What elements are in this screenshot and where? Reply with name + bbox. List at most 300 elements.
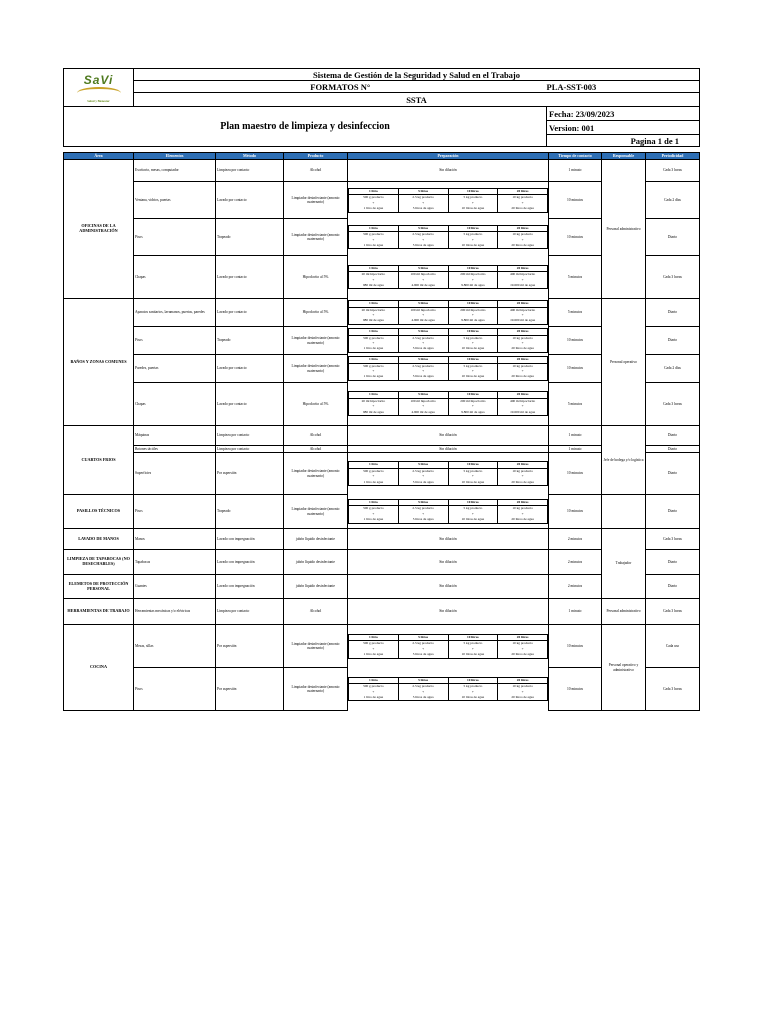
dilution-plus: + bbox=[448, 512, 498, 517]
producto-cell: Alcohol bbox=[284, 160, 348, 182]
dilution-plus: + bbox=[448, 313, 498, 318]
dilution-product: 5 kg producto bbox=[448, 195, 498, 201]
dilution-product: 500 g producto bbox=[349, 506, 399, 512]
elemento-cell: Superficies bbox=[134, 453, 216, 495]
dilution-plus: + bbox=[448, 404, 498, 409]
logo-tagline: Salud y Bienestar bbox=[87, 98, 110, 103]
table-row bbox=[64, 160, 700, 182]
dilution-water: 20 litros de agua bbox=[498, 480, 548, 486]
dilution-product: 20 ml hipoclorito bbox=[349, 398, 399, 404]
dilution-plus: + bbox=[398, 474, 448, 479]
document-header bbox=[63, 68, 700, 147]
dilution-product: 5 kg producto bbox=[448, 506, 498, 512]
responsable-cell: Personal administrativo bbox=[602, 599, 646, 625]
dilution-water: 10 litros de agua bbox=[448, 695, 498, 701]
producto-cell: Hipoclorito al 5% bbox=[284, 299, 348, 327]
tiempo-cell: 2 minutos bbox=[549, 550, 602, 575]
dilution-product: 5 kg producto bbox=[448, 363, 498, 369]
producto-cell: Limpiador desinfectante (amonio cuaternario) bbox=[284, 219, 348, 256]
dilution-product: 2.5 kg producto bbox=[398, 506, 448, 512]
dilution-plus: + bbox=[498, 369, 548, 374]
dilution-water: 20 litros de agua bbox=[498, 695, 548, 701]
dilution-plus: + bbox=[498, 313, 548, 318]
dilution-plus: + bbox=[398, 647, 448, 652]
dilution-plus: + bbox=[448, 647, 498, 652]
dilution-water: 5 litros de agua bbox=[398, 206, 448, 212]
dilution-header: 5 litros bbox=[398, 265, 448, 271]
producto-cell: Limpiador desinfectante (amonio cuaternario) bbox=[284, 355, 348, 383]
elemento-cell: Herramientas mecánicas y/o eléctricas bbox=[134, 599, 216, 625]
dilution-product: 10 kg producto bbox=[498, 363, 548, 369]
dilution-water: 20 litros de agua bbox=[498, 517, 548, 523]
tiempo-cell: 1 minuto bbox=[549, 426, 602, 446]
dilution-product: 10 kg producto bbox=[498, 232, 548, 238]
tiempo-cell: 2 minutos bbox=[549, 575, 602, 599]
dilution-header: 1 litro bbox=[349, 499, 399, 505]
dilution-product: 200 ml hipoclorito bbox=[448, 272, 498, 278]
metodo-cell: Por aspersión bbox=[216, 668, 284, 711]
dilution-product: 500 g producto bbox=[349, 641, 399, 647]
document bbox=[63, 68, 699, 711]
dilution-product: 10 kg producto bbox=[498, 506, 548, 512]
dilution-product: 2.5 kg producto bbox=[398, 363, 448, 369]
dilution-product: 10 kg producto bbox=[498, 684, 548, 690]
elemento-cell: Mesas, sillas bbox=[134, 625, 216, 668]
dilution-plus: + bbox=[349, 238, 399, 243]
col-header-preparacion: Preparación bbox=[348, 153, 549, 160]
dilution-water: 20 litros de agua bbox=[498, 374, 548, 380]
elemento-cell: Pisos bbox=[134, 495, 216, 529]
dilution-product: 400 ml hipoclorito bbox=[498, 272, 548, 278]
dilution-header: 1 litro bbox=[349, 301, 399, 307]
dilution-water: 10 litros de agua bbox=[448, 652, 498, 658]
dilution-product: 500 g producto bbox=[349, 468, 399, 474]
formats-label: FORMATOS N° bbox=[134, 81, 547, 93]
dilution-header: 1 litro bbox=[349, 329, 399, 335]
metodo-cell: Limpieza por contacto bbox=[216, 446, 284, 453]
tiempo-cell: 10 minutos bbox=[549, 182, 602, 219]
dilution-plus: + bbox=[349, 201, 399, 206]
dilution-header: 10 litros bbox=[448, 634, 498, 640]
dilution-water: 10 litros de agua bbox=[448, 517, 498, 523]
dilution-header: 10 litros bbox=[448, 677, 498, 683]
dilution-water: 4.900 ml de agua bbox=[398, 283, 448, 289]
dilution-plus: + bbox=[398, 404, 448, 409]
dilution-water: 10 litros de agua bbox=[448, 480, 498, 486]
area-cell: PASILLOS TÉCNICOS bbox=[64, 495, 134, 529]
dilution-header: 10 litros bbox=[448, 499, 498, 505]
metodo-cell: Lavado con impregnación bbox=[216, 529, 284, 550]
producto-cell: Limpiador desinfectante (amonio cuaternario) bbox=[284, 182, 348, 219]
dilution-water: 10 litros de agua bbox=[448, 243, 498, 249]
dilution-plus: + bbox=[498, 647, 548, 652]
tiempo-cell: 10 minutos bbox=[549, 453, 602, 495]
dilution-header: 10 litros bbox=[448, 329, 498, 335]
dilution-water: 980 ml de agua bbox=[349, 410, 399, 416]
dilution-header: 20 litros bbox=[498, 225, 548, 231]
area-cell: LAVADO DE MANOS bbox=[64, 529, 134, 550]
dilution-header: 20 litros bbox=[498, 392, 548, 398]
elemento-cell: Pisos bbox=[134, 327, 216, 355]
dilution-water: 9.800 ml de agua bbox=[448, 410, 498, 416]
dilution-product: 500 g producto bbox=[349, 363, 399, 369]
elemento-cell: Manos bbox=[134, 529, 216, 550]
table-row bbox=[64, 426, 700, 446]
dilution-water: 20 litros de agua bbox=[498, 346, 548, 352]
dilution-water: 10 litros de agua bbox=[448, 346, 498, 352]
dilution-water: 5 litros de agua bbox=[398, 346, 448, 352]
dilution-product: 200 ml hipoclorito bbox=[448, 398, 498, 404]
metodo-cell: Lavado por contacto bbox=[216, 355, 284, 383]
dilution-product: 2.5 kg producto bbox=[398, 468, 448, 474]
dilution-water: 4.900 ml de agua bbox=[398, 410, 448, 416]
dilution-table bbox=[348, 677, 548, 702]
dilution-plus: + bbox=[349, 647, 399, 652]
dilution-header: 5 litros bbox=[398, 225, 448, 231]
dilution-product: 100 ml hipoclorito bbox=[398, 307, 448, 313]
preparacion-cell bbox=[348, 327, 549, 355]
dilution-plus: + bbox=[498, 690, 548, 695]
dilution-header: 5 litros bbox=[398, 188, 448, 194]
dilution-plus: + bbox=[349, 278, 399, 283]
periodicidad-cell: Diario bbox=[646, 550, 700, 575]
tiempo-cell: 10 minutos bbox=[549, 625, 602, 668]
dilution-header: 20 litros bbox=[498, 329, 548, 335]
dilution-water: 10 litros de agua bbox=[448, 374, 498, 380]
preparacion-cell bbox=[348, 219, 549, 256]
dilution-plus: + bbox=[398, 341, 448, 346]
dilution-table bbox=[348, 391, 548, 416]
periodicidad-cell: Diario bbox=[646, 495, 700, 529]
dilution-water: 9.800 ml de agua bbox=[448, 283, 498, 289]
preparacion-cell: Sin dilución bbox=[348, 446, 549, 453]
metodo-cell: Limpieza por contacto bbox=[216, 599, 284, 625]
dilution-table bbox=[348, 265, 548, 290]
dilution-plus: + bbox=[398, 690, 448, 695]
dilution-plus: + bbox=[498, 474, 548, 479]
dilution-header: 10 litros bbox=[448, 265, 498, 271]
tiempo-cell: 10 minutos bbox=[549, 219, 602, 256]
dilution-plus: + bbox=[349, 341, 399, 346]
periodicidad-cell: Cada 3 horas bbox=[646, 599, 700, 625]
dilution-plus: + bbox=[398, 313, 448, 318]
col-header-area: Área bbox=[64, 153, 134, 160]
dilution-product: 2.5 kg producto bbox=[398, 684, 448, 690]
dilution-header: 10 litros bbox=[448, 357, 498, 363]
preparacion-cell: Sin dilución bbox=[348, 550, 549, 575]
metodo-cell: Limpieza por contacto bbox=[216, 426, 284, 446]
producto-cell: jabón líquido desinfectante bbox=[284, 575, 348, 599]
dilution-plus: + bbox=[498, 278, 548, 283]
dilution-table bbox=[348, 188, 548, 213]
dilution-water: 5 litros de agua bbox=[398, 652, 448, 658]
dilution-header: 1 litro bbox=[349, 392, 399, 398]
tiempo-cell: 10 minutos bbox=[549, 495, 602, 529]
periodicidad-cell: Diario bbox=[646, 446, 700, 453]
dilution-product: 400 ml hipoclorito bbox=[498, 398, 548, 404]
dilution-water: 5 litros de agua bbox=[398, 695, 448, 701]
dilution-header: 5 litros bbox=[398, 392, 448, 398]
dilution-plus: + bbox=[498, 238, 548, 243]
dilution-product: 10 kg producto bbox=[498, 195, 548, 201]
elemento-cell: Chapas bbox=[134, 256, 216, 299]
preparacion-cell: Sin dilución bbox=[348, 529, 549, 550]
producto-cell: Hipoclorito al 5% bbox=[284, 383, 348, 426]
responsable-cell: Jefe de bodega y/o logística bbox=[602, 426, 646, 495]
dilution-plus: + bbox=[498, 404, 548, 409]
dilution-product: 500 g producto bbox=[349, 232, 399, 238]
tiempo-cell: 1 minuto bbox=[549, 446, 602, 453]
dilution-water: 19.600 ml de agua bbox=[498, 410, 548, 416]
dilution-header: 1 litro bbox=[349, 462, 399, 468]
dilution-header: 20 litros bbox=[498, 265, 548, 271]
dilution-header: 20 litros bbox=[498, 301, 548, 307]
dilution-product: 20 ml hipoclorito bbox=[349, 307, 399, 313]
dilution-product: 10 kg producto bbox=[498, 641, 548, 647]
dilution-water: 980 ml de agua bbox=[349, 283, 399, 289]
metodo-cell: Lavado por contacto bbox=[216, 256, 284, 299]
dilution-table bbox=[348, 225, 548, 250]
dilution-water: 1 litro de agua bbox=[349, 206, 399, 212]
dilution-product: 5 kg producto bbox=[448, 335, 498, 341]
dilution-plus: + bbox=[448, 474, 498, 479]
periodicidad-cell: Cada 2 días bbox=[646, 355, 700, 383]
producto-cell: Limpiador desinfectante (amonio cuaternario) bbox=[284, 327, 348, 355]
metodo-cell: Por aspersión bbox=[216, 625, 284, 668]
col-header-periodicidad: Periodicidad bbox=[646, 153, 700, 160]
metodo-cell: Trapeado bbox=[216, 495, 284, 529]
dilution-water: 1 litro de agua bbox=[349, 243, 399, 249]
dilution-header: 1 litro bbox=[349, 677, 399, 683]
dilution-water: 20 litros de agua bbox=[498, 243, 548, 249]
dilution-plus: + bbox=[498, 512, 548, 517]
producto-cell: Limpiador desinfectante (amonio cuaternario) bbox=[284, 495, 348, 529]
dilution-product: 500 g producto bbox=[349, 684, 399, 690]
dilution-table bbox=[348, 499, 548, 524]
producto-cell: Alcohol bbox=[284, 446, 348, 453]
preparacion-cell bbox=[348, 299, 549, 327]
preparacion-cell: Sin dilución bbox=[348, 426, 549, 446]
producto-cell: Limpiador desinfectante (amonio cuaternario) bbox=[284, 668, 348, 711]
metodo-cell: Lavado por contacto bbox=[216, 299, 284, 327]
dilution-header: 20 litros bbox=[498, 499, 548, 505]
dilution-plus: + bbox=[398, 201, 448, 206]
dilution-header: 5 litros bbox=[398, 499, 448, 505]
periodicidad-cell: Diario bbox=[646, 453, 700, 495]
col-header-responsable: Responsable bbox=[602, 153, 646, 160]
area-cell: LIMPIEZA DE TAPABOCAS (NO DESECHABLES) bbox=[64, 550, 134, 575]
system-title: Sistema de Gestión de la Seguridad y Salud en el Trabajo bbox=[134, 69, 700, 81]
logo-wordmark: SaVi bbox=[83, 72, 114, 87]
metodo-cell: Trapeado bbox=[216, 327, 284, 355]
producto-cell: Limpiador desinfectante (amonio cuaternario) bbox=[284, 625, 348, 668]
table-row bbox=[64, 299, 700, 327]
dilution-header: 10 litros bbox=[448, 462, 498, 468]
dilution-header: 20 litros bbox=[498, 677, 548, 683]
dilution-plus: + bbox=[349, 690, 399, 695]
dilution-header: 10 litros bbox=[448, 188, 498, 194]
dilution-table bbox=[348, 356, 548, 381]
dilution-header: 10 litros bbox=[448, 225, 498, 231]
area-cell: BAÑOS Y ZONAS COMUNES bbox=[64, 299, 134, 426]
dilution-water: 1 litro de agua bbox=[349, 517, 399, 523]
dilution-plus: + bbox=[448, 690, 498, 695]
table-row bbox=[64, 599, 700, 625]
periodicidad-cell: Cada 3 horas bbox=[646, 383, 700, 426]
dilution-table bbox=[348, 634, 548, 659]
preparacion-cell bbox=[348, 355, 549, 383]
dilution-water: 5 litros de agua bbox=[398, 517, 448, 523]
dilution-header: 5 litros bbox=[398, 357, 448, 363]
preparacion-cell bbox=[348, 625, 549, 668]
dilution-water: 1 litro de agua bbox=[349, 695, 399, 701]
periodicidad-cell: Cada uso bbox=[646, 625, 700, 668]
preparacion-cell bbox=[348, 668, 549, 711]
dilution-product: 10 kg producto bbox=[498, 468, 548, 474]
periodicidad-cell: Cada 3 horas bbox=[646, 160, 700, 182]
periodicidad-cell: Diario bbox=[646, 327, 700, 355]
dilution-product: 5 kg producto bbox=[448, 684, 498, 690]
area-cell: COCINA bbox=[64, 625, 134, 711]
format-code: PLA-SST-003 bbox=[547, 81, 700, 93]
area-cell: OFICINAS DE LA ADMINISTRACIÓN bbox=[64, 160, 134, 299]
dilution-water: 19.600 ml de agua bbox=[498, 318, 548, 324]
dilution-plus: + bbox=[448, 238, 498, 243]
metodo-cell: Lavado con impregnación bbox=[216, 575, 284, 599]
elemento-cell: Ventana, vidrios, puertas bbox=[134, 182, 216, 219]
area-cell: HERRAMIENTAS DE TRABAJO bbox=[64, 599, 134, 625]
metodo-cell: Lavado por contacto bbox=[216, 182, 284, 219]
dilution-water: 1 litro de agua bbox=[349, 346, 399, 352]
dilution-header: 5 litros bbox=[398, 634, 448, 640]
dilution-plus: + bbox=[398, 278, 448, 283]
dilution-plus: + bbox=[398, 369, 448, 374]
dilution-water: 20 litros de agua bbox=[498, 652, 548, 658]
dilution-product: 10 kg producto bbox=[498, 335, 548, 341]
dilution-product: 20 ml hipoclorito bbox=[349, 272, 399, 278]
producto-cell: jabón líquido desinfectante bbox=[284, 529, 348, 550]
dilution-product: 2.5 kg producto bbox=[398, 335, 448, 341]
periodicidad-cell: Diario bbox=[646, 575, 700, 599]
producto-cell: Alcohol bbox=[284, 599, 348, 625]
dilution-water: 9.800 ml de agua bbox=[448, 318, 498, 324]
elemento-cell: Botones táctiles bbox=[134, 446, 216, 453]
dilution-product: 500 g producto bbox=[349, 335, 399, 341]
preparacion-cell bbox=[348, 383, 549, 426]
dilution-water: 1 litro de agua bbox=[349, 652, 399, 658]
area-cell: CUARTOS FRIOS bbox=[64, 426, 134, 495]
dilution-water: 5 litros de agua bbox=[398, 374, 448, 380]
elemento-cell: Pisos bbox=[134, 668, 216, 711]
preparacion-cell bbox=[348, 256, 549, 299]
periodicidad-cell: Cada 3 horas bbox=[646, 529, 700, 550]
tiempo-cell: 5 minutos bbox=[549, 299, 602, 327]
dilution-plus: + bbox=[448, 369, 498, 374]
preparacion-cell bbox=[348, 453, 549, 495]
table-header-row bbox=[64, 153, 700, 160]
tiempo-cell: 10 minutos bbox=[549, 355, 602, 383]
elemento-cell: Chapas bbox=[134, 383, 216, 426]
elemento-cell: Escritorio, mesas, computador bbox=[134, 160, 216, 182]
preparacion-cell: Sin dilución bbox=[348, 599, 549, 625]
metodo-cell: Trapeado bbox=[216, 219, 284, 256]
dilution-water: 19.600 ml de agua bbox=[498, 283, 548, 289]
tiempo-cell: 10 minutos bbox=[549, 668, 602, 711]
dilution-table bbox=[348, 300, 548, 325]
dilution-plus: + bbox=[448, 278, 498, 283]
elemento-cell: Guantes bbox=[134, 575, 216, 599]
tiempo-cell: 5 minutos bbox=[549, 383, 602, 426]
dilution-header: 1 litro bbox=[349, 634, 399, 640]
dilution-water: 5 litros de agua bbox=[398, 480, 448, 486]
date-field: Fecha: 23/09/2023 bbox=[547, 107, 700, 121]
dilution-header: 1 litro bbox=[349, 357, 399, 363]
dilution-header: 1 litro bbox=[349, 225, 399, 231]
dilution-product: 5 kg producto bbox=[448, 468, 498, 474]
elemento-cell: Aparatos sanitarios, lavamanos, puertas, paredes bbox=[134, 299, 216, 327]
version-field: Version: 001 bbox=[547, 121, 700, 135]
periodicidad-cell: Cada 3 horas bbox=[646, 256, 700, 299]
dilution-plus: + bbox=[448, 341, 498, 346]
periodicidad-cell: Diario bbox=[646, 219, 700, 256]
periodicidad-cell: Cada 3 horas bbox=[646, 668, 700, 711]
dilution-water: 20 litros de agua bbox=[498, 206, 548, 212]
dilution-plus: + bbox=[448, 201, 498, 206]
company-logo bbox=[64, 69, 134, 107]
tiempo-cell: 1 minuto bbox=[549, 599, 602, 625]
tiempo-cell: 2 minutos bbox=[549, 529, 602, 550]
dilution-product: 5 kg producto bbox=[448, 641, 498, 647]
metodo-cell: Lavado con impregnación bbox=[216, 550, 284, 575]
dilution-water: 1 litro de agua bbox=[349, 374, 399, 380]
dilution-header: 1 litro bbox=[349, 265, 399, 271]
producto-cell: Limpiador desinfectante (amonio cuaternario) bbox=[284, 453, 348, 495]
dilution-water: 1 litro de agua bbox=[349, 480, 399, 486]
elemento-cell: Paredes, puertas bbox=[134, 355, 216, 383]
plan-title: Plan maestro de limpieza y desinfeccion bbox=[64, 107, 547, 147]
table-row bbox=[64, 495, 700, 529]
dilution-water: 10 litros de agua bbox=[448, 206, 498, 212]
dilution-header: 5 litros bbox=[398, 329, 448, 335]
dilution-header: 5 litros bbox=[398, 301, 448, 307]
elemento-cell: Tapabocas bbox=[134, 550, 216, 575]
preparacion-cell: Sin dilución bbox=[348, 575, 549, 599]
logo-swoosh-icon bbox=[77, 87, 121, 99]
department-label: SSTA bbox=[134, 93, 700, 107]
dilution-header: 1 litro bbox=[349, 188, 399, 194]
dilution-header: 5 litros bbox=[398, 462, 448, 468]
col-header-tiempo: Tiempo de contacto bbox=[549, 153, 602, 160]
dilution-water: 980 ml de agua bbox=[349, 318, 399, 324]
dilution-plus: + bbox=[498, 201, 548, 206]
responsable-cell: Personal operativo y administrativo bbox=[602, 625, 646, 711]
dilution-table bbox=[348, 328, 548, 353]
dilution-product: 500 g producto bbox=[349, 195, 399, 201]
dilution-header: 10 litros bbox=[448, 392, 498, 398]
tiempo-cell: 1 minuto bbox=[549, 160, 602, 182]
producto-cell: jabón líquido desinfectante bbox=[284, 550, 348, 575]
producto-cell: Hipoclorito al 5% bbox=[284, 256, 348, 299]
dilution-plus: + bbox=[349, 369, 399, 374]
dilution-plus: + bbox=[498, 341, 548, 346]
dilution-plus: + bbox=[349, 404, 399, 409]
responsable-cell: Personal operativo bbox=[602, 299, 646, 426]
preparacion-cell bbox=[348, 182, 549, 219]
periodicidad-cell: Diario bbox=[646, 299, 700, 327]
responsable-cell bbox=[602, 495, 646, 529]
preparacion-cell bbox=[348, 495, 549, 529]
dilution-header: 5 litros bbox=[398, 677, 448, 683]
